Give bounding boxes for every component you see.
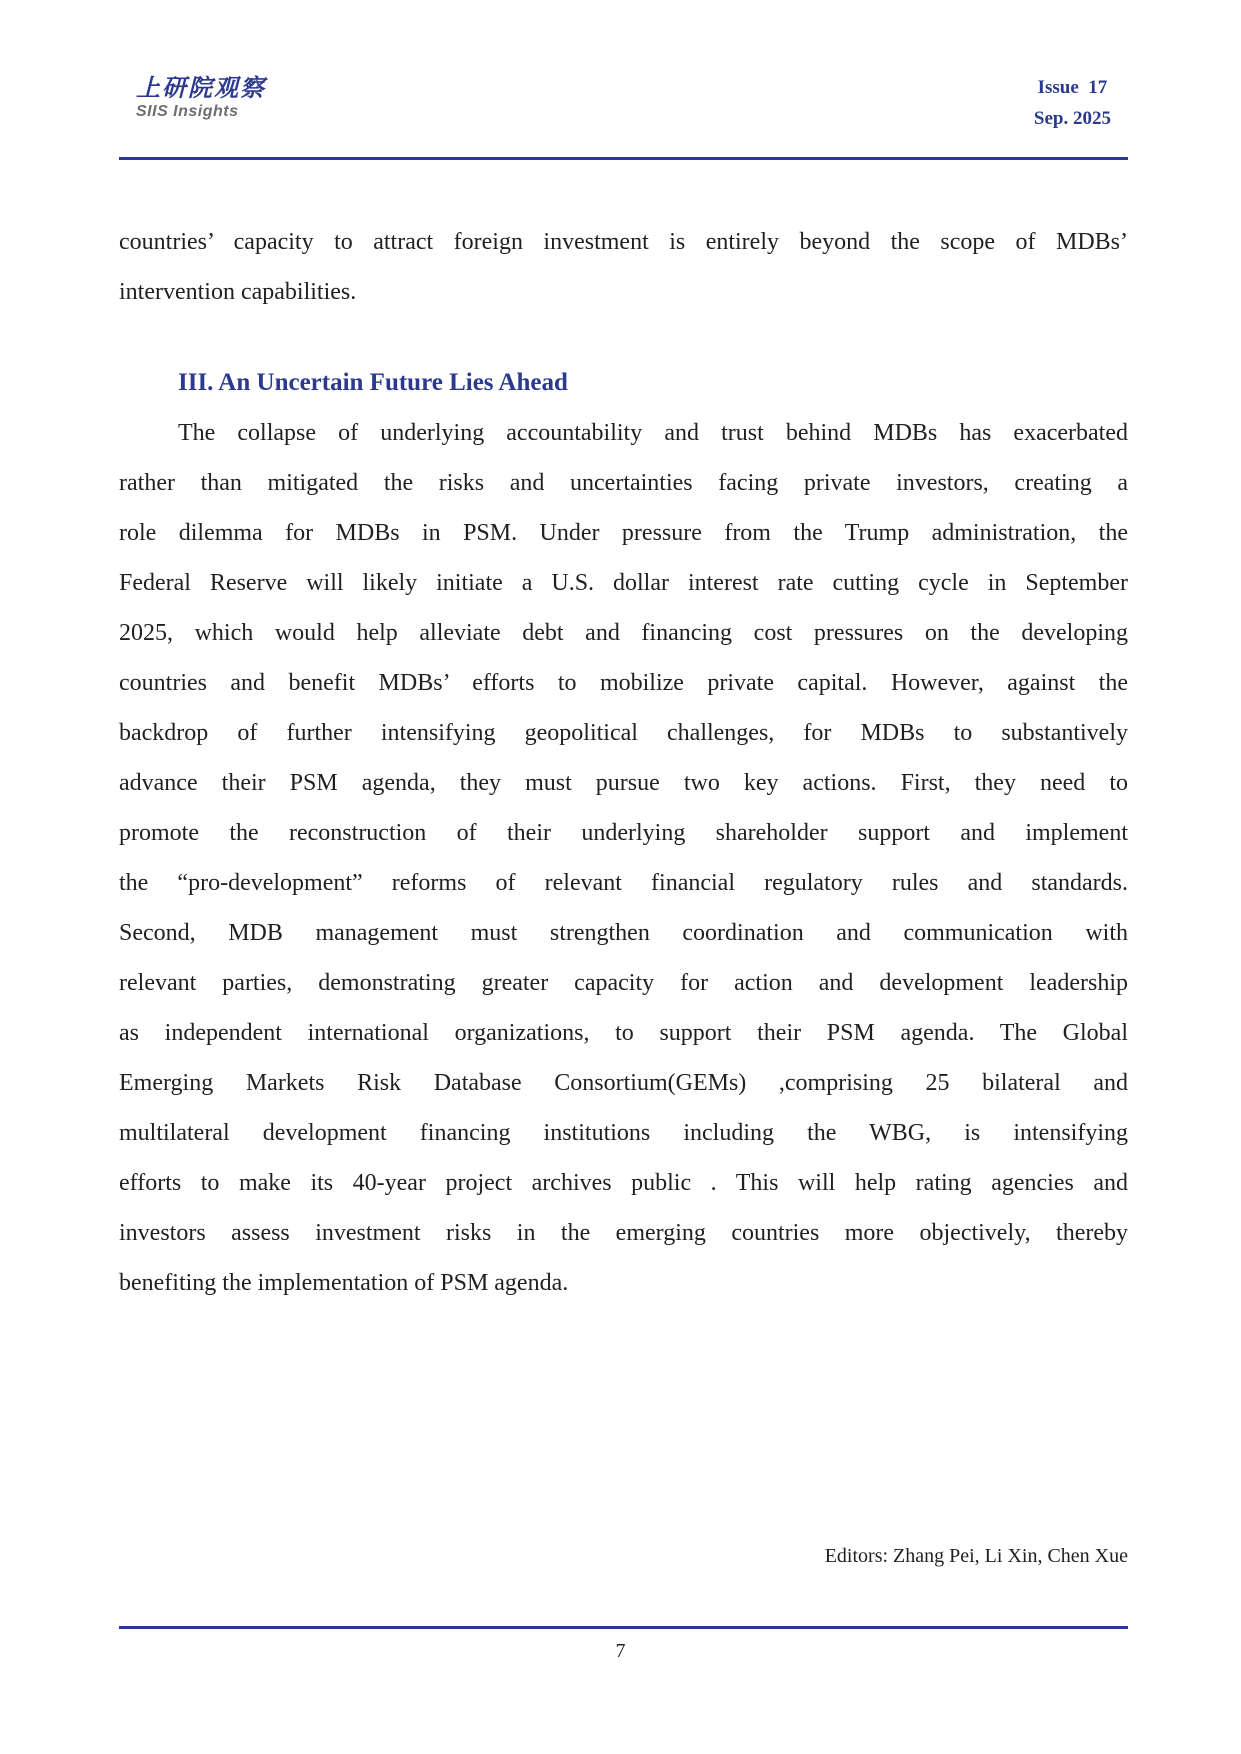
text-line: investors assess investment risks in the emerging countries more objectively, thereby [119,1220,1128,1246]
text-line: advance their PSM agenda, they must pursue two key actions. First, they need to [119,770,1128,796]
text-line: backdrop of further intensifying geopolitical challenges, for MDBs to substantively [119,720,1128,746]
brand-english-title: SIIS Insights [136,103,239,120]
text-line: The collapse of underlying accountability and trust behind MDBs has exacerbated [178,420,1128,446]
text-line: efforts to make its 40-year project archives public . This will help rating agencies and [119,1170,1128,1196]
issue-number: Issue 17 [1037,77,1108,98]
section-heading: III. An Uncertain Future Lies Ahead [178,369,568,396]
intro-paragraph [119,217,1128,317]
header-divider [119,157,1128,160]
text-line: multilateral development financing institutions including the WBG, is intensifying [119,1120,1128,1146]
text-line: the “pro-development” reforms of relevant financial regulatory rules and standards. [119,870,1128,896]
section-paragraph [119,408,1128,1308]
text-line: as independent international organizations, to support their PSM agenda. The Global [119,1020,1128,1046]
text-line: Emerging Markets Risk Database Consortium(GEMs) ,comprising 25 bilateral and [119,1070,1128,1096]
issue-date: Sep. 2025 [1033,108,1111,129]
text-line: 2025, which would help alleviate debt and financing cost pressures on the developing [119,620,1128,646]
brand-chinese-title: 上研院观察 [136,73,266,102]
issue-info [1034,72,1111,134]
publication-logo [136,74,266,121]
text-line: role dilemma for MDBs in PSM. Under pressure from the Trump administration, the [119,520,1128,546]
text-line: intervention capabilities. [119,279,357,305]
page-number: 7 [615,1640,626,1662]
text-line: Federal Reserve will likely initiate a U.S. dollar interest rate cutting cycle in September [119,570,1128,596]
footer-divider [119,1626,1128,1629]
text-line: Second, MDB management must strengthen coordination and communication with [119,920,1128,946]
text-line: rather than mitigated the risks and uncertainties facing private investors, creating a [119,470,1128,496]
text-line: countries and benefit MDBs’ efforts to mobilize private capital. However, against the [119,670,1128,696]
text-line: benefiting the implementation of PSM agenda. [119,1270,569,1296]
text-line: relevant parties, demonstrating greater capacity for action and development leadership [119,970,1128,996]
text-line: promote the reconstruction of their underlying shareholder support and implement [119,820,1128,846]
text-line: countries’ capacity to attract foreign investment is entirely beyond the scope of MDBs’ [119,229,1128,255]
editors-credit: Editors: Zhang Pei, Li Xin, Chen Xue [824,1545,1128,1567]
